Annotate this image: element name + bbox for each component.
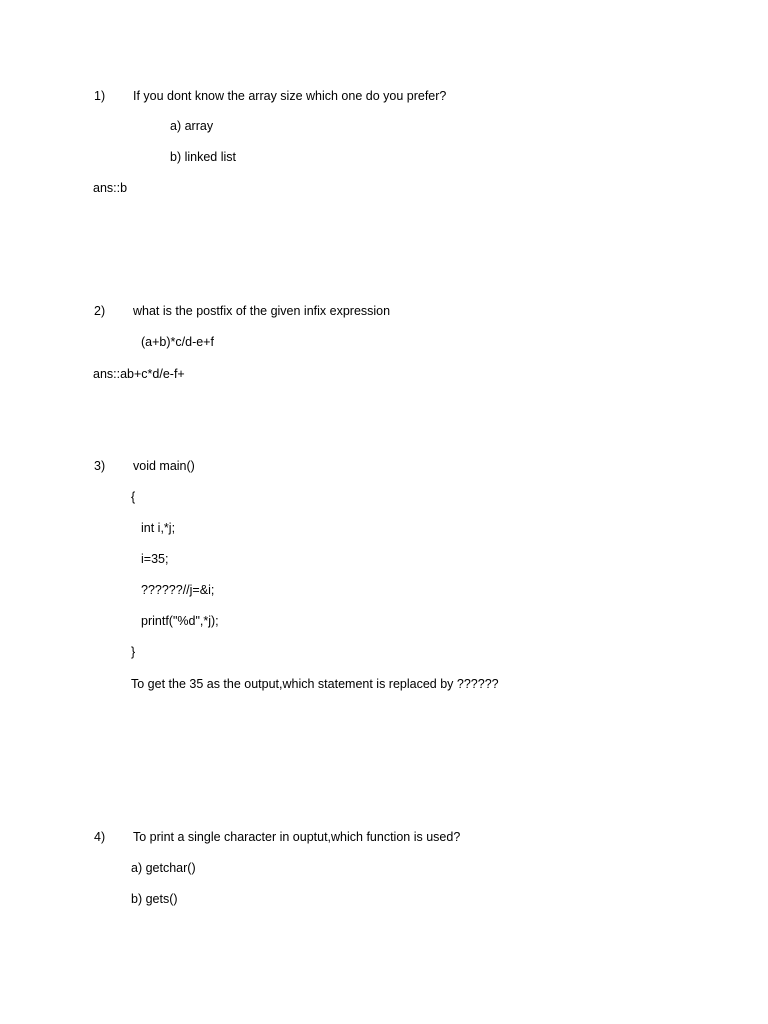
question-4-option-b: b) gets()	[131, 892, 178, 906]
question-4-number: 4)	[94, 830, 106, 844]
question-1-number: 1)	[94, 89, 106, 103]
question-3-code-line-2: {	[131, 490, 136, 504]
question-2-answer: ans::ab+c*d/e-f+	[93, 367, 185, 381]
question-3-code-line-6: printf("%d",*j);	[141, 614, 219, 628]
question-3-code-line-1: void main()	[133, 459, 195, 473]
question-4-prompt: To print a single character in ouptut,which function is used?	[133, 830, 461, 844]
question-1-option-b: b) linked list	[170, 150, 236, 164]
question-3-code-line-3: int i,*j;	[141, 521, 176, 535]
question-1-option-a: a) array	[170, 119, 214, 133]
question-2-number: 2)	[94, 304, 106, 318]
question-3-code-line-7: }	[131, 645, 136, 659]
question-4-option-a: a) getchar()	[131, 861, 196, 875]
question-1-prompt: If you dont know the array size which one do you prefer?	[133, 89, 447, 103]
question-3-code-line-4: i=35;	[141, 552, 169, 566]
question-3-note: To get the 35 as the output,which statement is replaced by ??????	[131, 677, 499, 691]
question-2-expression: (a+b)*c/d-e+f	[141, 335, 214, 349]
question-3-number: 3)	[94, 459, 106, 473]
question-1-answer: ans::b	[93, 181, 128, 195]
question-2-prompt: what is the postfix of the given infix expression	[133, 304, 391, 318]
question-3-code-line-5: ??????//j=&i;	[141, 583, 215, 597]
